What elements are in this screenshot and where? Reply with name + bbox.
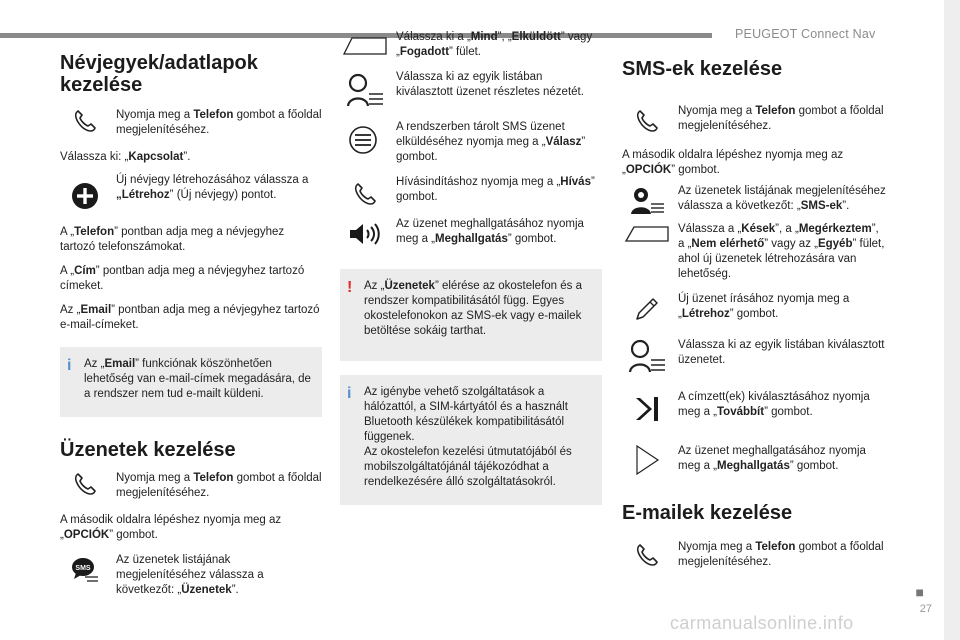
step-sms-create: Új üzenet írásához nyomja meg a „Létrehoz” gombot. bbox=[622, 292, 887, 324]
circle-plus-icon bbox=[60, 173, 110, 211]
column-messages-continued bbox=[340, 30, 602, 505]
phone-handset-icon bbox=[622, 104, 672, 134]
section-title-email: E-mailek kezelése bbox=[622, 502, 793, 524]
step-sms-forward: A címzett(ek) kiválasztásához nyomja meg a „Továbbít” gombot. bbox=[622, 390, 887, 426]
sms-bubble-icon bbox=[60, 553, 110, 585]
step-select-contact: Válassza ki: „Kapcsolat”. bbox=[60, 151, 191, 163]
watermark: carmanualsonline.info bbox=[670, 613, 854, 633]
running-title: PEUGEOT Connect Nav bbox=[735, 27, 876, 41]
step-email-field: Az „Email” pontban adja meg a névjegyhez tartozó e-mail-címeket. bbox=[60, 304, 320, 331]
step-sms-listen: Az üzenet meghallgatásához nyomja meg a „Meghallgatás” gombot. bbox=[622, 444, 887, 476]
step-select-tab: Válassza ki a „Mind”, „Elküldött” vagy „Fogadott” fület. bbox=[340, 30, 602, 60]
step-address-field: A „Cím” pontban adja meg a névjegyhez tartozó címeket. bbox=[60, 265, 305, 292]
step-listen: Az üzenet meghallgatásához nyomja meg a „Meghallgatás” gombot. bbox=[340, 217, 602, 247]
menu-lines-icon bbox=[340, 120, 390, 156]
step-phone-sms: Nyomja meg a Telefon gombot a főoldal megjelenítéséhez. bbox=[622, 104, 887, 134]
svg-text:SMS: SMS bbox=[75, 565, 91, 572]
section-title-contacts: Névjegyek/adatlapok kezelése bbox=[60, 52, 258, 96]
section-title-messages: Üzenetek kezelése bbox=[60, 439, 236, 461]
column-contacts bbox=[60, 52, 322, 598]
warning-note-messages: ! Az „Üzenetek” elérése az okostelefon és a rendszer kompatibilitásától függ. Egyes okostelefonokon az SMS-ek vagy e-mailek betöltése sokáig tarthat. bbox=[340, 269, 602, 361]
column-sms bbox=[622, 58, 887, 570]
person-list-icon bbox=[340, 70, 390, 108]
warning-mark-icon: ! bbox=[347, 279, 353, 296]
phone-handset-icon bbox=[340, 175, 390, 207]
step-phone-messages: Nyomja meg a Telefon gombot a főoldal megjelenítéséhez. bbox=[60, 471, 322, 501]
info-note-email: i Az „Email” funkciónak köszönhetően lehetőség van e-mail-címek megadására, de a rendszer nem tud e-mailt küldeni. bbox=[60, 347, 322, 417]
step-messages-list: SMS Az üzenetek listájának megjelenítéséhez válassza a következőt: „Üzenetek”. bbox=[60, 553, 322, 598]
play-triangle-icon bbox=[622, 444, 672, 476]
step-call: Hívásindításhoz nyomja meg a „Hívás” gombot. bbox=[340, 175, 602, 207]
phone-handset-icon bbox=[622, 540, 672, 568]
step-sms-select: Válassza ki az egyik listában kiválasztott üzenetet. bbox=[622, 338, 887, 374]
step-create: Új névjegy létrehozásához válassza a „Létrehoz” (Új névjegy) pontot. bbox=[60, 173, 322, 211]
info-note-services: i Az igénybe vehető szolgáltatások a hálózattól, a SIM-kártyától és a használt Bluetooth készülékek kompatibilitásától függenek. Az okostelefon kezelési útmutatójából és mobilszolgáltatójánál tájékozódhat a rendelkezésére álló szolgáltatásokról. bbox=[340, 375, 602, 505]
step-sms-list: Az üzenetek listájának megjelenítéséhez válassza a következőt: „SMS-ek”. bbox=[622, 184, 887, 216]
step-options-sms: A második oldalra lépéshez nyomja meg az „OPCIÓK” gombot. bbox=[622, 149, 844, 176]
step-sms-tab: Válassza a „Kések”, a „Megérkeztem”, a „Nem elérhető” vagy az „Egyéb” fület, ahol új üzenetek létrehozására van lehetőség. bbox=[622, 222, 887, 282]
speaker-icon bbox=[340, 217, 390, 247]
step-phone: Nyomja meg a Telefon gombot a főoldal megjelenítéséhez. bbox=[60, 108, 322, 138]
person-list-icon bbox=[622, 184, 672, 216]
person-list-icon bbox=[622, 338, 672, 374]
phone-handset-icon bbox=[60, 108, 110, 134]
step-options: A második oldalra lépéshez nyomja meg az „OPCIÓK” gombot. bbox=[60, 514, 282, 541]
step-phone-email: Nyomja meg a Telefon gombot a főoldal megjelenítéséhez. bbox=[622, 540, 887, 570]
step-reply: A rendszerben tárolt SMS üzenet elküldéséhez nyomja meg a „Válasz” gombot. bbox=[340, 120, 602, 165]
pen-icon bbox=[622, 292, 672, 324]
page-edge-strip bbox=[944, 0, 960, 640]
section-title-sms: SMS-ek kezelése bbox=[622, 58, 783, 80]
step-message-detail: Válassza ki az egyik listában kiválasztott üzenet részletes nézetét. bbox=[340, 70, 602, 108]
continuation-mark: ■ bbox=[915, 584, 924, 600]
tab-outline-icon bbox=[340, 30, 390, 58]
step-phone-field: A „Telefon” pontban adja meg a névjegyhez tartozó telefonszámokat. bbox=[60, 226, 285, 253]
tab-outline-icon bbox=[622, 222, 672, 244]
phone-handset-icon bbox=[60, 471, 110, 497]
page-number: 27 bbox=[919, 603, 932, 615]
info-mark-icon: i bbox=[347, 385, 352, 402]
forward-arrow-icon bbox=[622, 390, 672, 426]
info-mark-icon: i bbox=[67, 357, 72, 374]
